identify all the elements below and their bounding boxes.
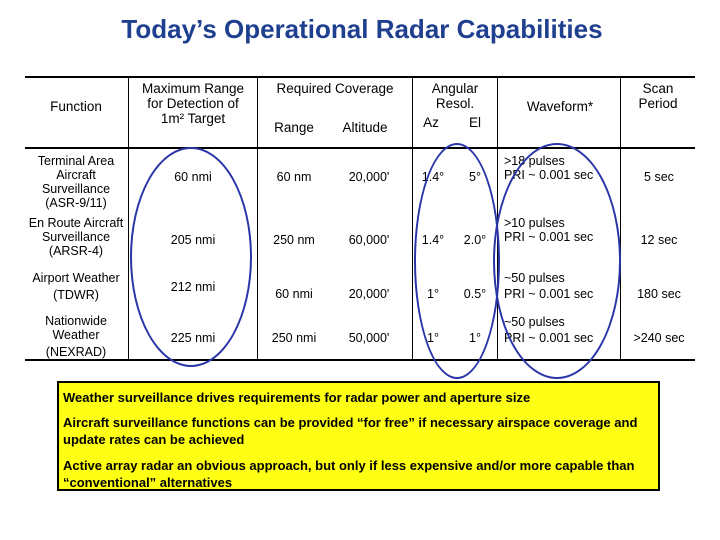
header-angular-line: Angular [431,81,479,96]
row-waveform-line: ~50 pulses [504,271,565,285]
header-scan-period-line: Scan [642,81,674,96]
row-scan: >240 sec [633,331,685,345]
header-max-range-line: 1m² Target [160,111,226,126]
row-function-line: (ASR-9/11) [45,196,107,210]
row-altitude: 60,000' [348,233,390,247]
row-waveform-line: PRI ~ 0.001 sec [504,287,594,301]
row-scan: 12 sec [640,233,678,247]
row-range: 250 nm [273,233,315,247]
row-max-range: 60 nmi [174,170,212,184]
row-el: 0.5° [463,287,487,301]
row-el: 5° [469,170,481,184]
table-header-rule [25,147,695,149]
row-waveform-line: PRI ~ 0.001 sec [504,168,594,182]
row-waveform-line: PRI ~ 0.001 sec [504,230,594,244]
table-top-rule [25,76,695,78]
row-az: 1.4° [421,233,445,247]
row-function-line: (ARSR-4) [48,244,104,258]
row-max-range: 225 nmi [170,331,216,345]
row-altitude: 20,000' [348,287,390,301]
highlight-oval-angular-el [414,143,500,379]
row-function-line: Nationwide [45,314,107,328]
row-function-tdwr [26,271,126,302]
row-function-line: Surveillance [41,182,111,196]
row-function-line: Airport Weather [32,271,120,285]
note-aircraft: Aircraft surveillance functions can be provided “for free” if necessary airspace coverage and update rates can be achieved [63,415,638,447]
header-function: Function [50,99,102,114]
header-max-range-line: Maximum Range [141,81,245,96]
row-waveform-line: >10 pulses [504,216,565,230]
header-angular-line: Resol. [435,96,475,111]
row-function-line: Aircraft [56,168,96,182]
row-el: 1° [469,331,481,345]
row-waveform-line: ~50 pulses [504,315,565,329]
row-function-line: (TDWR) [53,288,99,302]
column-separator [620,78,621,360]
row-waveform-line: PRI ~ 0.001 sec [504,331,594,345]
row-az: 1.4° [421,170,445,184]
column-separator [257,78,258,360]
header-max-range [131,81,255,126]
row-scan: 180 sec [637,287,681,301]
row-function-nexrad [26,314,126,359]
row-scan: 5 sec [644,170,674,184]
row-el: 2.0° [463,233,487,247]
row-function-line: Terminal Area [37,154,115,168]
row-function-line: En Route Aircraft [28,216,124,230]
highlight-oval-max-range [130,147,252,367]
row-range: 250 nmi [271,331,317,345]
note-weather: Weather surveillance drives requirements for radar power and aperture size [63,390,531,405]
page-title: Today’s Operational Radar Capabilities [121,14,603,44]
row-range: 60 nm [276,170,312,184]
column-separator [412,78,413,360]
row-az: 1° [427,331,439,345]
row-range: 60 nmi [275,287,313,301]
row-function-line: Surveillance [41,230,111,244]
row-max-range: 205 nmi [170,233,216,247]
header-waveform: Waveform* [526,99,594,114]
header-max-range-line: for Detection of [147,96,239,111]
row-altitude: 50,000' [348,331,390,345]
note-active-array: Active array radar an obvious approach, but only if less expensive and/or more capable than “conventional” alternatives [63,458,635,490]
row-waveform-line: >18 pulses [504,154,565,168]
header-scan-period-line: Period [638,96,678,111]
row-function-line: (NEXRAD) [45,345,107,359]
row-az: 1° [427,287,439,301]
row-function-line: Weather [52,328,100,342]
header-angular [414,81,496,111]
header-scan-period [625,81,691,111]
header-range: Range [274,120,314,135]
highlight-oval-waveform [493,143,621,379]
row-function-arsr [24,216,128,258]
row-altitude: 20,000' [348,170,390,184]
row-function-asr [26,154,126,210]
column-separator [128,78,129,360]
header-el: El [468,115,481,130]
header-altitude: Altitude [342,120,388,135]
row-max-range: 212 nmi [170,280,216,294]
header-az: Az [423,115,439,130]
header-required-coverage: Required Coverage [276,81,394,96]
table-bottom-rule [25,359,695,361]
summary-notes-box [57,381,660,491]
